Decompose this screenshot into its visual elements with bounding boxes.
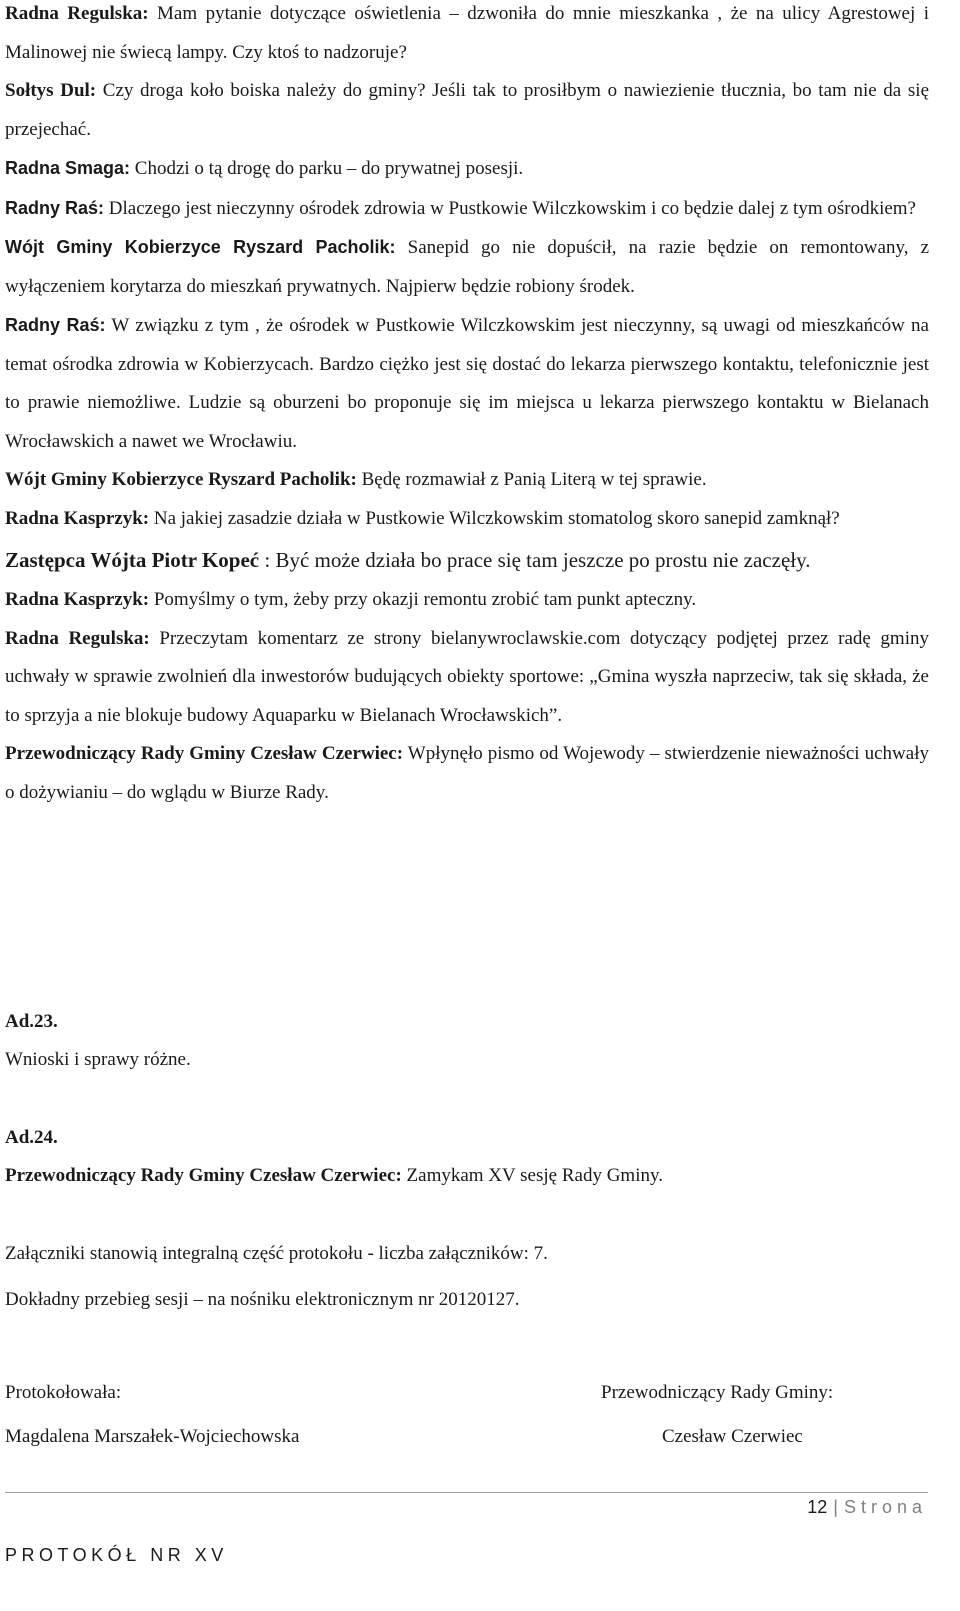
speaker-name: Radna Smaga: xyxy=(5,158,131,178)
paragraph-regulska-comment xyxy=(5,620,929,736)
attachments-note: Załączniki stanowią integralną część protokołu - liczba załączników: 7. xyxy=(5,1243,548,1264)
statement-text: Dlaczego jest nieczynny ośrodek zdrowia w Pustkowie Wilczkowskim i co będzie dalej z tym ośrodkiem? xyxy=(104,197,916,219)
paragraph-kopec xyxy=(5,539,929,581)
speaker-name: Radna Regulska: xyxy=(5,3,149,24)
closing-statement xyxy=(5,1164,929,1188)
speaker-name: Radna Kasprzyk: xyxy=(5,507,150,529)
signature-right-label: Przewodniczący Rady Gminy: xyxy=(601,1382,834,1403)
paragraph-ras-comments xyxy=(5,306,929,461)
page-number xyxy=(807,1495,927,1519)
paragraph-kasprzyk-pharmacy xyxy=(5,581,929,620)
speaker-name: Radna Regulska: xyxy=(5,627,150,649)
signature-left-label: Protokołowała: xyxy=(5,1382,122,1403)
paragraph-soltys-dul xyxy=(5,72,929,149)
speaker-name: Przewodniczący Rady Gminy Czesław Czerwiec: xyxy=(5,1165,402,1186)
statement-text: Sanepid go nie dopuścił, na razie będzie on remontowany, z wyłączeniem korytarza do mieszkań prywatnych. Najpierw będzie robiony środek. xyxy=(5,237,929,297)
page-number-value: 12 xyxy=(807,1497,828,1517)
signature-left-name: Magdalena Marszałek-Wojciechowska xyxy=(5,1426,300,1447)
agenda-item-23 xyxy=(5,1010,929,1072)
speaker-name: Wójt Gminy Kobierzyce Ryszard Pacholik: xyxy=(5,469,357,490)
paragraph-wojt-sanepid xyxy=(5,228,929,306)
signature-right-name: Czesław Czerwiec xyxy=(662,1426,803,1447)
page-separator: | xyxy=(833,1497,838,1517)
paragraph-wojt-litera xyxy=(5,461,929,500)
protocol-header-label: PROTOKÓŁ NR XV xyxy=(5,1545,228,1565)
paragraph-kasprzyk-dentist xyxy=(5,500,929,539)
discussion-section xyxy=(5,0,929,812)
statement-text: Zamykam XV sesję Rady Gminy. xyxy=(401,1165,663,1186)
speaker-name: Wójt Gminy Kobierzyce Ryszard Pacholik: xyxy=(5,237,396,257)
statement-text: Chodzi o tą drogę do parku – do prywatnej posesji. xyxy=(130,158,524,179)
statement-text: : Być może działa bo prace się tam jeszcze po prostu nie zaczęły. xyxy=(259,548,811,572)
speaker-name: Radna Kasprzyk: xyxy=(5,589,150,610)
page-label: Strona xyxy=(843,1497,927,1517)
statement-text: Na jakiej zasadzie działa w Pustkowie Wilczkowskim stomatolog skoro sanepid zamknął? xyxy=(149,507,840,529)
statement-text: Przeczytam komentarz ze strony bielanywroclawskie.com dotyczący podjętej przez radę gminy uchwały w sprawie zwolnień dla inwestorów budujących obiekty sportowe: „Gmina wyszła naprzeciw, tak się składa, że to sprzyja a nie blokuje budowy Aquaparku w Bielanach Wrocławskich”. xyxy=(5,627,929,726)
agenda-number: Ad.23. xyxy=(5,1011,58,1032)
speaker-name: Przewodniczący Rady Gminy Czesław Czerwiec: xyxy=(5,743,404,764)
agenda-item-24 xyxy=(5,1126,929,1188)
statement-text: W związku z tym , że ośrodek w Pustkowie Wilczkowskim jest nieczynny, są uwagi od mieszkańców na temat ośrodka zdrowia w Kobierzycach. Bardzo ciężko jest się dostać do lekarza pierwszego kontaktu, telefonicznie jest to prawie niemożliwe. Ludzie są oburzeni bo proponuje się im miejsca u lekarza pierwszego kontaktu w Bielanach Wrocławskich a nawet we Wrocławiu. xyxy=(5,315,929,452)
paragraph-ras-question xyxy=(5,189,929,229)
recording-note: Dokładny przebieg sesji – na nośniku elektronicznym nr 20120127. xyxy=(5,1289,520,1310)
speaker-name: Sołtys Dul: xyxy=(5,80,97,101)
statement-text: Czy droga koło boiska należy do gminy? Jeśli tak to prosiłbym o nawiezienie tłucznia, bo tam nie da się przejechać. xyxy=(5,80,930,140)
agenda-text: Wnioski i sprawy różne. xyxy=(5,1049,191,1070)
statement-text: Wpłynęło pismo od Wojewody – stwierdzenie nieważności uchwały o dożywianiu – do wglądu w Biurze Rady. xyxy=(5,743,929,803)
paragraph-przewodniczacy-pismo xyxy=(5,735,929,812)
statement-text: Mam pytanie dotyczące oświetlenia – dzwoniła do mnie mieszkanka , że na ulicy Agrestowej i Malinowej nie świecą lampy. Czy ktoś to nadzoruje? xyxy=(5,3,929,63)
speaker-name: Radny Raś: xyxy=(5,197,105,218)
paragraph-smaga xyxy=(5,149,929,189)
agenda-number: Ad.24. xyxy=(5,1127,58,1148)
paragraph-regulska-lighting xyxy=(5,0,929,72)
statement-text: Będę rozmawiał z Panią Literą w tej sprawie. xyxy=(356,469,707,490)
speaker-name: Zastępca Wójta Piotr Kopeć xyxy=(5,548,260,572)
footer-divider xyxy=(5,1492,928,1493)
speaker-name: Radny Raś: xyxy=(5,315,106,335)
statement-text: Pomyślmy o tym, żeby przy okazji remontu zrobić tam punkt apteczny. xyxy=(149,589,697,610)
